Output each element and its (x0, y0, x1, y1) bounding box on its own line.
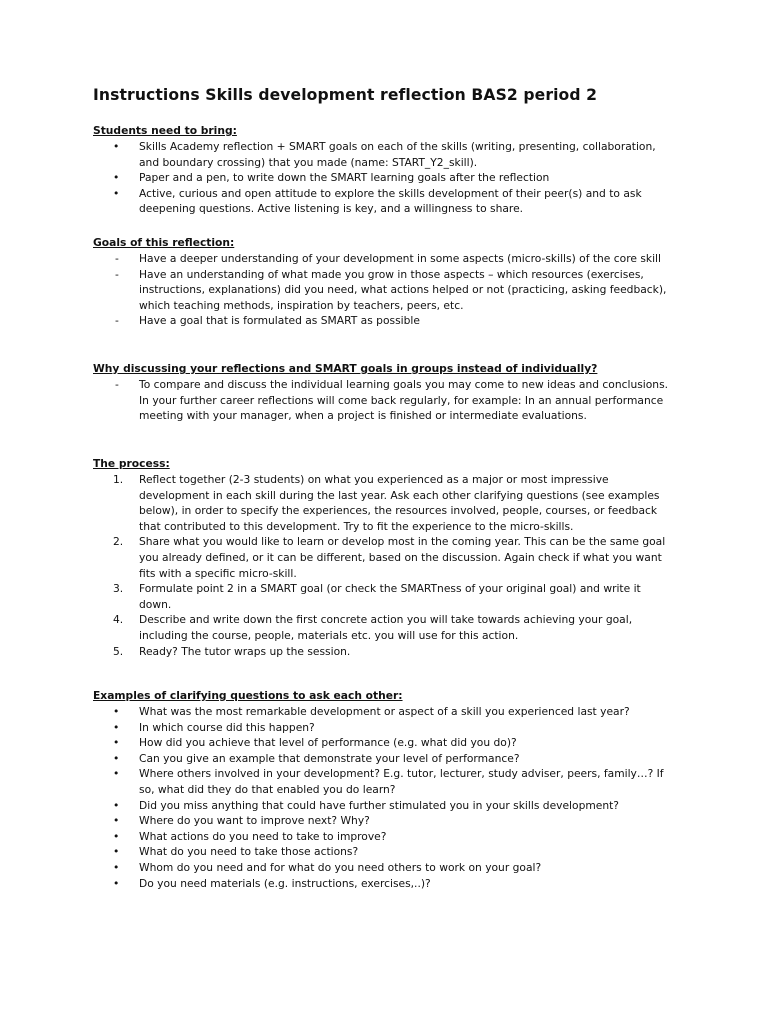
bullet-marker (113, 860, 135, 876)
list-item-text: To compare and discuss the individual learning goals you may come to new ideas and conclusions. In your further career reflections will come back regularly, for example: In an annual performance meeting with your manager, when a project is finished or intermediate evaluations. (139, 378, 669, 423)
list-item-text: Share what you would like to learn or develop most in the coming year. This can be the same goal you already defined, or it can be different, based on the discussion. Again check if what you want fits with a specific micro-skill. (139, 535, 666, 580)
list-item (113, 170, 673, 186)
list-item (113, 139, 673, 170)
list-item-text: Did you miss anything that could have further stimulated you in your skills development? (139, 798, 619, 812)
bullet-marker (113, 751, 135, 767)
number-marker: 2. (113, 535, 124, 549)
list-item (113, 612, 673, 643)
list-item (113, 751, 673, 767)
list-item-text: Where do you want to improve next? Why? (139, 814, 370, 828)
list-item-text: Paper and a pen, to write down the SMART learning goals after the reflection (139, 171, 550, 185)
list-item (113, 313, 673, 329)
heading-the-process: The process: (93, 457, 170, 470)
number-marker: 1. (113, 473, 124, 486)
bullet-marker (113, 735, 135, 751)
list-item-text: Do you need materials (e.g. instructions, exercises,..)? (139, 876, 431, 890)
list-item-text: In which course did this happen? (139, 720, 315, 734)
list-item (113, 534, 673, 581)
bullet-marker (113, 766, 135, 782)
list-item-text: Ready? The tutor wraps up the session. (139, 644, 351, 658)
list-item-text: What do you need to take those actions? (139, 845, 359, 859)
list-item (113, 644, 673, 660)
list-item-text: What actions do you need to take to improve? (139, 829, 387, 843)
bullet-marker (113, 720, 135, 736)
list-item-text: Whom do you need and for what do you need others to work on your goal? (139, 860, 542, 874)
number-marker: 4. (113, 613, 124, 627)
heading-examples-clarifying-questions: Examples of clarifying questions to ask each other: (93, 689, 403, 702)
list-item (113, 186, 673, 217)
list-students-need-to-bring (113, 139, 673, 217)
list-item (113, 798, 673, 814)
list-item (113, 720, 673, 736)
list-item (113, 735, 673, 751)
list-item-text: Formulate point 2 in a SMART goal (or check the SMARTness of your original goal) and write it down. (139, 582, 641, 611)
bullet-marker (113, 876, 135, 892)
list-item-text: Skills Academy reflection + SMART goals on each of the skills (writing, presenting, collaboration, and boundary crossing) that you made (name: START_Y2_skill). (139, 140, 656, 169)
list-item (113, 860, 673, 876)
list-item-text: Have a deeper understanding of your development in some aspects (micro-skills) of the core skill (139, 252, 661, 265)
list-item-text: How did you achieve that level of performance (e.g. what did you do)? (139, 736, 517, 750)
list-item (113, 813, 673, 829)
number-marker: 3. (113, 582, 124, 596)
list-item-text: Have a goal that is formulated as SMART as possible (139, 314, 420, 328)
heading-why-discussing: Why discussing your reflections and SMART goals in groups instead of individually? (93, 362, 598, 375)
list-item (113, 704, 673, 720)
list-item-text: Describe and write down the first concrete action you will take towards achieving your goal, including the course, people, materials etc. you will use for this action. (139, 613, 633, 642)
list-clarifying-questions (113, 704, 673, 891)
list-item-text: What was the most remarkable development or aspect of a skill you experienced last year? (139, 705, 630, 718)
list-item (113, 581, 673, 612)
bullet-marker (113, 139, 135, 155)
list-item-text: Can you give an example that demonstrate your level of performance? (139, 751, 520, 765)
list-item (113, 251, 673, 267)
list-item (113, 472, 673, 534)
list-item-text: Have an understanding of what made you grow in those aspects – which resources (exercises, instructions, explanations) did you need, what actions helped or not (practicing, asking feedback), which teaching methods, inspiration by teachers, peers, etc. (139, 267, 667, 312)
number-marker: 5. (113, 644, 124, 658)
list-item (113, 829, 673, 845)
list-item-text: Where others involved in your development? E.g. tutor, lecturer, study adviser, peers, family…? If so, what did they do that enabled you do learn? (139, 767, 664, 796)
bullet-marker (113, 829, 135, 845)
list-item-text: Active, curious and open attitude to explore the skills development of their peer(s) and to ask deepening questions. Active listening is key, and a willingness to share. (139, 186, 642, 216)
list-item (113, 876, 673, 892)
list-item (113, 844, 673, 860)
list-the-process (113, 472, 673, 659)
list-item (113, 377, 673, 424)
bullet-marker (113, 813, 135, 829)
dash-marker (113, 267, 135, 283)
list-item-text: Reflect together (2-3 students) on what you experienced as a major or most impressive development in each skill during the last year. Ask each other clarifying questions (see examples below), in order to specify the experiences, the resources involved, people, courses, or feedback that contributed to this development. Try to fit the experience to the micro-skills. (139, 473, 660, 533)
list-goals-of-reflection (113, 251, 673, 329)
dash-marker (113, 313, 135, 329)
dash-marker (113, 377, 135, 393)
heading-students-need-to-bring: Students need to bring: (93, 124, 237, 137)
bullet-marker (113, 170, 135, 186)
list-item (113, 766, 673, 797)
bullet-marker (113, 844, 135, 860)
bullet-marker (113, 186, 135, 202)
list-item (113, 267, 673, 314)
bullet-marker (113, 704, 135, 720)
document-title: Instructions Skills development reflection BAS2 period 2 (93, 86, 598, 104)
list-why-discussing (113, 377, 673, 424)
dash-marker (113, 251, 135, 267)
bullet-marker (113, 798, 135, 814)
heading-goals-of-reflection: Goals of this reflection: (93, 236, 235, 249)
